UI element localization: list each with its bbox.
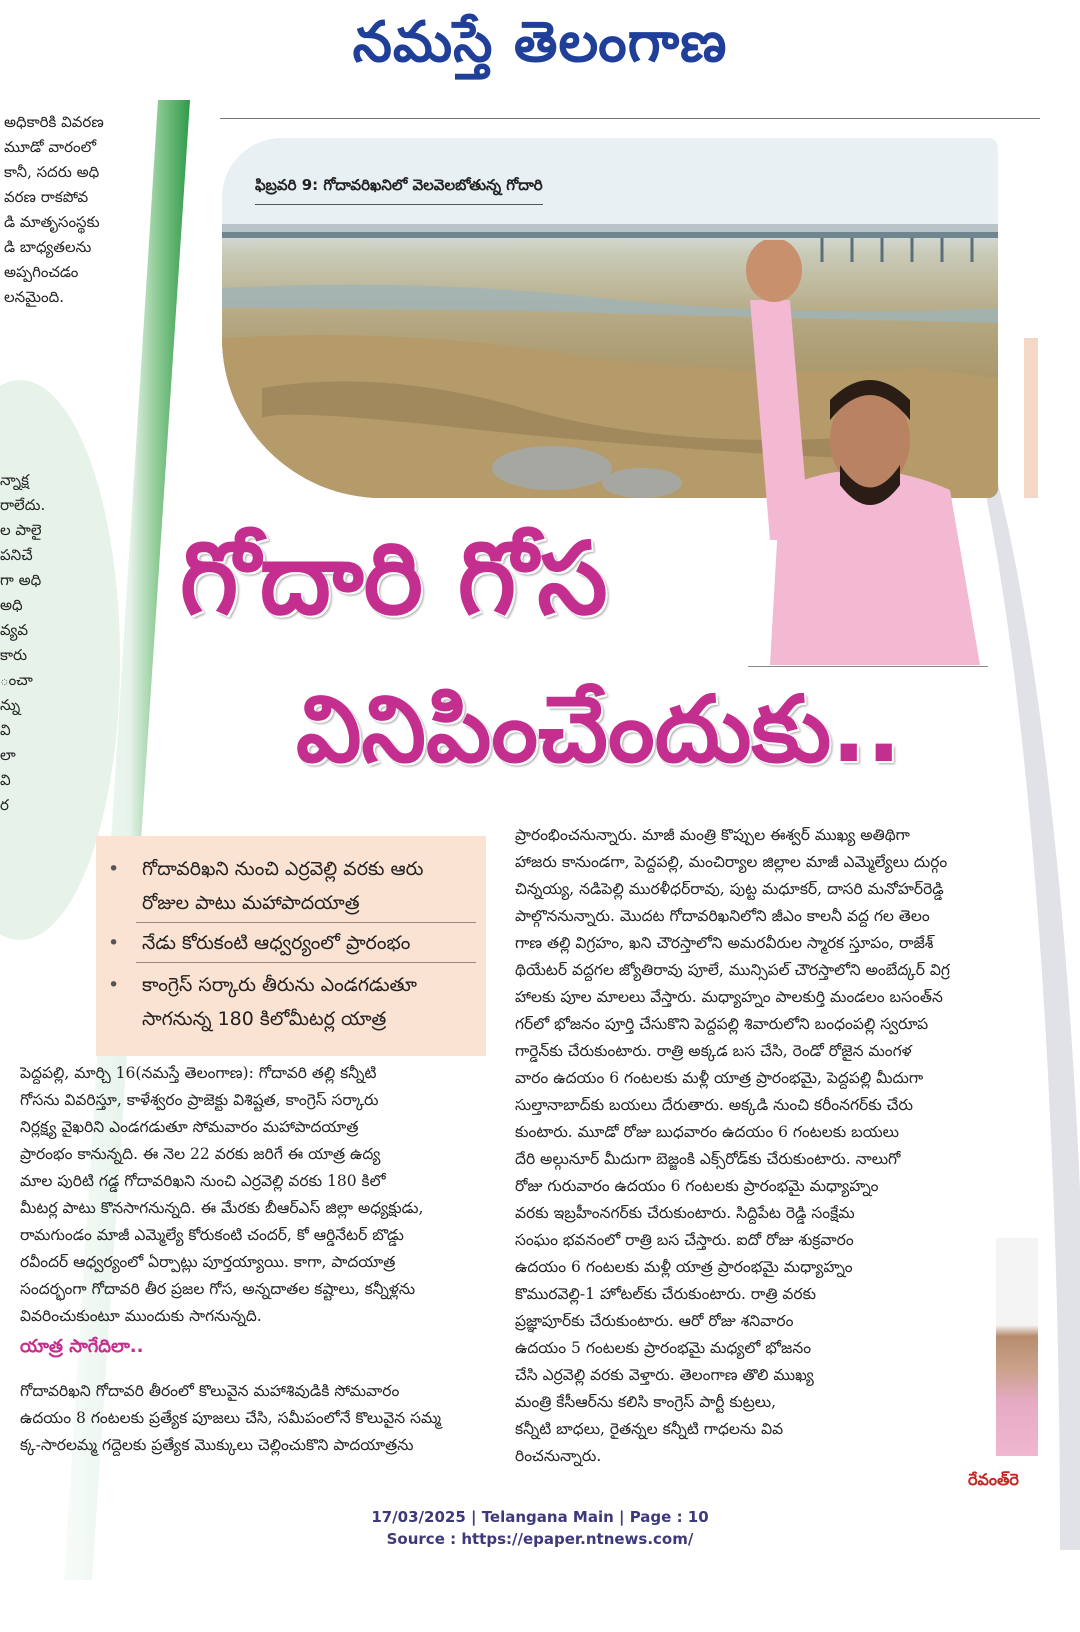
text-line: గార్డెన్‌కు చేరుకుంటారు. రాత్రి అక్కడ బస చేసి, రెండో రోజైన మంగళ bbox=[515, 1042, 912, 1060]
text-line: అప్పగించడం bbox=[4, 263, 79, 281]
photo-rule bbox=[748, 666, 988, 667]
text-line: వరకు ఇబ్రహీంనగర్‌కు చేరుకుంటారు. సిద్దిపేట రెడ్డి సంక్షేమ bbox=[515, 1204, 855, 1222]
text-line: మూడో వారంలో bbox=[4, 138, 97, 156]
text-line: హాలకు పూల మాలలు వేస్తారు. మధ్యాహ్నం పాలకుర్తి మండలం బసంత్‌న bbox=[515, 988, 943, 1006]
text-line: మంత్రి కేసీఆర్‌ను కలిసి కాంగ్రెస్ పార్టీ కుట్రలు, bbox=[515, 1393, 777, 1411]
sub-heading: యాత్ర సాగేదిలా.. bbox=[20, 1336, 144, 1357]
left-column-paragraph-1 bbox=[4, 110, 154, 310]
text-line: అధికారికి వివరణ bbox=[4, 113, 104, 131]
text-line: ఉదయం 6 గంటలకు మళ్లీ యాత్ర ప్రారంభమై మధ్యాహ్నం bbox=[515, 1258, 853, 1276]
text-line: మాల పురిటి గడ్డ గోదావరిఖని నుంచి ఎర్రవెల్లి వరకు 180 కిలో bbox=[20, 1172, 386, 1190]
left-column-paragraph-2 bbox=[0, 468, 60, 818]
highlight-divider bbox=[136, 962, 476, 963]
highlight-divider bbox=[136, 922, 476, 923]
article-body-right bbox=[515, 822, 1005, 1470]
headline-line-1: గోదారి గోస bbox=[180, 520, 608, 637]
article-body-left-1 bbox=[20, 1060, 495, 1330]
text-line: ర bbox=[0, 796, 9, 814]
text-line: లా bbox=[0, 746, 16, 764]
highlight-text: కాంగ్రెస్ సర్కారు తీరును ఎండగడుతూ సాగనున్న 180 కిలోమీటర్ల యాత్ర bbox=[142, 974, 417, 1030]
masthead-logo: నమస్తే తెలంగాణ bbox=[352, 10, 728, 75]
text-line: ప్రారంభించనున్నారు. మాజీ మంత్రి కొప్పుల ఈశ్వర్ ముఖ్య అతిథిగా bbox=[515, 826, 910, 844]
bullet-icon: • bbox=[108, 932, 120, 954]
bullet-icon: • bbox=[108, 974, 120, 996]
text-line: రాలేదు. bbox=[0, 496, 46, 514]
bullet-icon: • bbox=[108, 858, 120, 880]
text-line: ల పాలై bbox=[0, 521, 42, 539]
text-line: అధి bbox=[0, 596, 23, 614]
text-line: ప్రజ్ఞాపూర్‌కు చేరుకుంటారు. ఆరో రోజు శనివారం bbox=[515, 1312, 794, 1330]
article-body-left-2 bbox=[20, 1378, 495, 1459]
text-line: వారం ఉదయం 6 గంటలకు మళ్లీ యాత్ర ప్రారంభమై, పెద్దపల్లి మీదుగా bbox=[515, 1069, 924, 1087]
text-line: మీటర్ల పాటు కొనసాగనున్నది. ఈ మేరకు బీఆర్ఎస్ జిల్లా అధ్యక్షుడు, bbox=[20, 1199, 424, 1217]
highlights-box bbox=[96, 836, 486, 1056]
right-edge-panel bbox=[1024, 338, 1038, 498]
text-line: పనిచే bbox=[0, 546, 33, 564]
footer-source-link[interactable]: Source : https://epaper.ntnews.com/ bbox=[386, 1530, 694, 1548]
highlight-text: గోదావరిఖని నుంచి ఎర్రవెల్లి వరకు ఆరు రోజుల పాటు మహాపాదయాత్ర bbox=[142, 858, 424, 914]
text-line: గాణ తల్లి విగ్రహం, ఖని చౌరస్తాలోని అమరవీరుల స్మారక స్తూపం, రాజేశ్ bbox=[515, 934, 934, 952]
text-line: నిర్లక్ష్య వైఖరిని ఎండగడుతూ సోమవారం మహాపాదయాత్ర bbox=[20, 1118, 359, 1136]
text-line: ప్రారంభం కానున్నది. ఈ నెల 22 వరకు జరిగే ఈ యాత్ర ఉద్య bbox=[20, 1145, 381, 1163]
text-line: కానీ, సదరు అధి bbox=[4, 163, 100, 181]
text-line: చిన్నయ్య, నడిపెల్లి మురళీధర్‌రావు, పుట్ట మధూకర్, దాసరి మనోహర్‌రెడ్డి bbox=[515, 880, 944, 898]
text-line: డి మాతృసంస్థకు bbox=[4, 213, 100, 231]
text-line: వి bbox=[0, 721, 11, 739]
text-line: వ్యవ bbox=[0, 621, 29, 639]
text-line: వివరించుకుంటూ ముందుకు సాగనున్నది. bbox=[20, 1307, 262, 1325]
text-line: కన్నీటి బాధలు, రైతన్నల కన్నీటి గాధలను వివ bbox=[515, 1420, 784, 1438]
text-line: ఉదయం 5 గంటలకు ప్రారంభమై మధ్యలో భోజనం bbox=[515, 1339, 812, 1357]
text-line: వరణ రాకపోవ bbox=[4, 188, 89, 206]
text-line: రవీందర్ ఆధ్వర్యంలో ఏర్పాట్లు పూర్తయ్యాయి. కాగా, పాదయాత్ర bbox=[20, 1253, 396, 1271]
text-line: క్క-సారలమ్మ గద్దెలకు ప్రత్యేక మొక్కులు చెల్లించుకొని పాదయాత్రను bbox=[20, 1436, 414, 1454]
text-line: సంఘం భవనంలో రాత్రి బస చేస్తారు. ఐదో రోజు శుక్రవారం bbox=[515, 1231, 854, 1249]
text-line: పెద్దపల్లి, మార్చి 16(నమస్తే తెలంగాణ): గోదావరి తల్లి కన్నీటి bbox=[20, 1064, 377, 1082]
text-line: గోసను వివరిస్తూ, కాళేశ్వరం ప్రాజెక్టు విశిష్టత, కాంగ్రెస్ సర్కారు bbox=[20, 1091, 379, 1109]
text-line: రామగుండం మాజీ ఎమ్మెల్యే కోరుకంటి చందర్, కో ఆర్డినేటర్ బొడ్డు bbox=[20, 1226, 404, 1244]
text-line: థియేటర్ వద్దగల జ్యోతిరావు పూలే, మున్సిపల్ చౌరస్తాలోని అంబేద్కర్ విగ్ర bbox=[515, 961, 950, 979]
photo-caption: ఫిబ్రవరి 9: గోదావరిఖనిలో వెలవెలబోతున్న గోదారి bbox=[255, 176, 543, 205]
text-line: పాల్గొననున్నారు. మొదట గోదావరిఖనిలోని జీఎం కాలనీ వద్ద గల తెలం bbox=[515, 907, 930, 925]
text-line: సందర్భంగా గోదావరి తీర ప్రజల గోస, అన్నదాతల కష్టాలు, కన్నీళ్లను bbox=[20, 1280, 416, 1298]
text-line: రించనున్నారు. bbox=[515, 1447, 602, 1465]
text-line: చేసి ఎర్రవెల్లి వరకు వెళ్తారు. తెలంగాణ తొలి ముఖ్య bbox=[515, 1366, 814, 1384]
highlight-text: నేడు కోరుకంటి ఆధ్వర్యంలో ప్రారంభం bbox=[142, 932, 411, 954]
headline-line-2: వినిపించేందుకు.. bbox=[296, 676, 902, 783]
text-line: ంచా bbox=[0, 671, 33, 689]
text-line: కుంటారు. మూడో రోజు బుధవారం ఉదయం 6 గంటలకు బయలు bbox=[515, 1123, 900, 1141]
right-edge-photo bbox=[996, 1238, 1038, 1456]
text-line: డి బాధ్యతలను bbox=[4, 238, 92, 256]
text-line: న్ను bbox=[0, 696, 21, 714]
text-line: సుల్తానాబాద్‌కు బయలు దేరుతారు. అక్కడి నుంచి కరీంనగర్‌కు చేరు bbox=[515, 1096, 913, 1114]
footer-date-page: 17/03/2025 | Telangana Main | Page : 10 bbox=[371, 1508, 709, 1526]
text-line: వి bbox=[0, 771, 11, 789]
text-line: లనమైంది. bbox=[4, 288, 64, 306]
politician-photo bbox=[740, 240, 990, 665]
text-line: గోదావరిఖని గోదావరి తీరంలో కొలువైన మహాశివుడికి సోమవారం bbox=[20, 1382, 400, 1400]
text-line: న్నాక్ష bbox=[0, 471, 29, 489]
text-line: కారు bbox=[0, 646, 28, 664]
top-rule bbox=[220, 118, 1040, 119]
text-line: గర్‌లో భోజనం పూర్తి చేసుకొని పెద్దపల్లి శివారులోని బంధంపల్లి స్వరూప bbox=[515, 1015, 929, 1033]
text-line: కొమురవెల్లి-1 హోటల్‌కు చేరుకుంటారు. రాత్రి వరకు bbox=[515, 1285, 817, 1303]
text-line: దేరి అల్గునూర్ మీదుగా బెజ్జంకి ఎక్స్‌రోడ్‌కు చేరుకుంటారు. నాలుగో bbox=[515, 1150, 901, 1168]
text-line: హాజరు కానుండగా, పెద్దపల్లి, మంచిర్యాల జిల్లాల మాజీ ఎమ్మెల్యేలు దుర్గం bbox=[515, 853, 948, 871]
photo-credit-name: రేవంత్‌రె bbox=[968, 1470, 1019, 1489]
text-line: రోజు గురువారం ఉదయం 6 గంటలకు ప్రారంభమై మధ్యాహ్నం bbox=[515, 1177, 879, 1195]
text-line: ఉదయం 8 గంటలకు ప్రత్యేక పూజలు చేసి, సమీపంలోనే కొలువైన సమ్మ bbox=[20, 1409, 442, 1427]
text-line: గా అధి bbox=[0, 571, 42, 589]
